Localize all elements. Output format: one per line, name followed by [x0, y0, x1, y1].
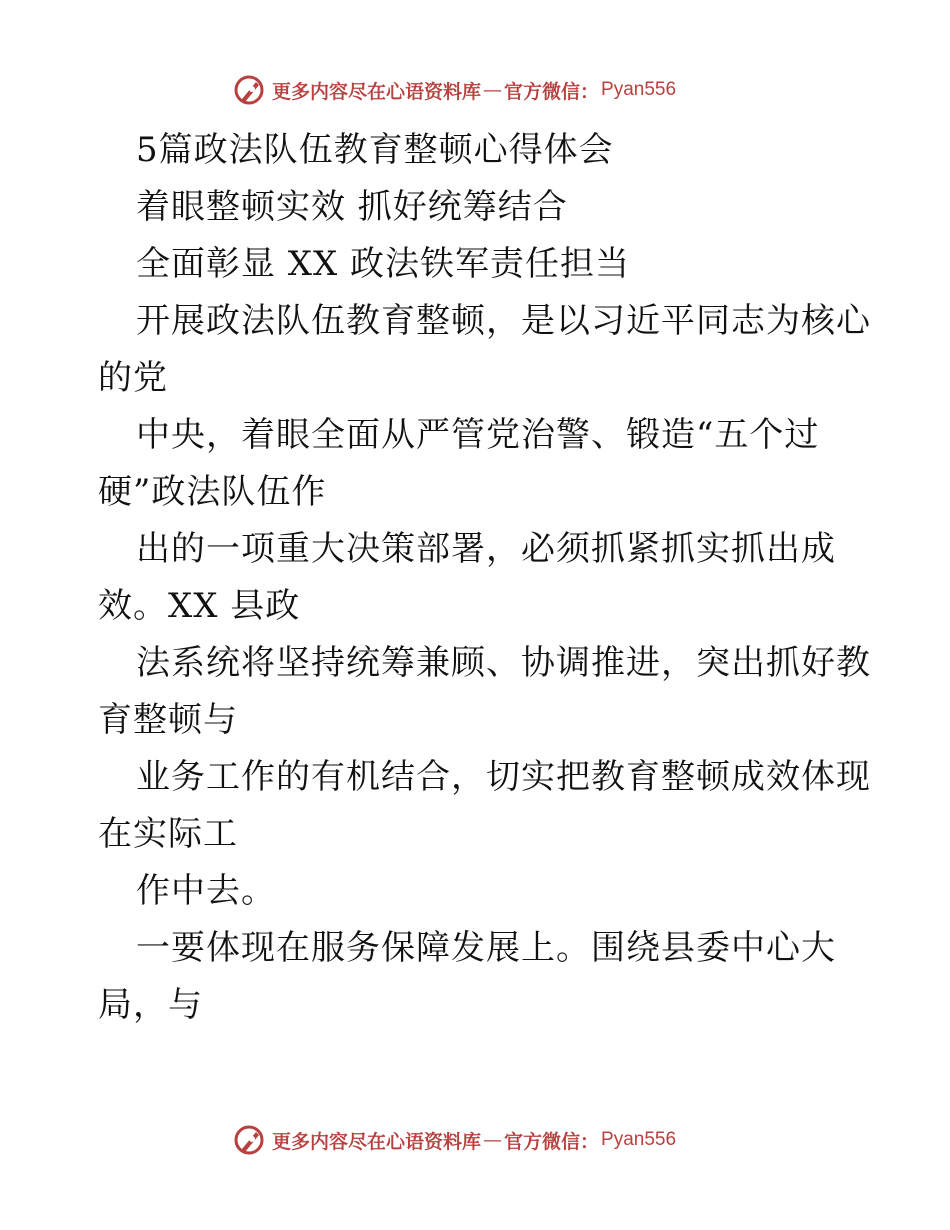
doc-line: 效。XX 县政 [98, 586, 301, 626]
doc-line: 硬”政法队伍作 [98, 472, 327, 512]
doc-line: 育整顿与 [98, 700, 238, 740]
doc-line: 局，与 [98, 985, 203, 1025]
watermark-label: 官方微信： [504, 80, 600, 103]
document-body [98, 122, 871, 1034]
doc-line: 全面彰显 XX 政法铁军责任担当 [136, 244, 631, 284]
doc-line: 在实际工 [98, 814, 238, 854]
doc-line: 的党 [98, 358, 168, 398]
doc-line: 开展政法队伍教育整顿，是以习近平同志为核心 [136, 301, 871, 341]
watermark-text: 更多内容尽在心语资料库 [272, 80, 482, 103]
watermark-dash: — [483, 79, 503, 101]
header-watermark [232, 72, 676, 108]
doc-line: 着眼整顿实效 抓好统筹结合 [136, 187, 568, 227]
doc-line: 作中去。 [136, 871, 276, 911]
doc-line: 法系统将坚持统筹兼顾、协调推进，突出抓好教 [136, 643, 871, 683]
doc-line: 业务工作的有机结合，切实把教育整顿成效体现 [136, 757, 871, 797]
watermark-dash: — [483, 1129, 503, 1151]
watermark-id: Pyan556 [601, 79, 677, 100]
watermark-label: 官方微信： [504, 1130, 600, 1153]
pen-logo-icon [232, 1123, 266, 1157]
watermark-id: Pyan556 [601, 1129, 677, 1150]
doc-line: 一要体现在服务保障发展上。围绕县委中心大 [136, 928, 836, 968]
doc-line: 出的一项重大决策部署，必须抓紧抓实抓出成 [136, 529, 836, 569]
doc-line: 中央，着眼全面从严管党治警、锻造“五个过 [136, 415, 820, 455]
footer-watermark [232, 1122, 676, 1158]
watermark-text: 更多内容尽在心语资料库 [272, 1130, 482, 1153]
pen-logo-icon [232, 73, 266, 107]
doc-line: 5篇政法队伍教育整顿心得体会 [136, 130, 614, 170]
